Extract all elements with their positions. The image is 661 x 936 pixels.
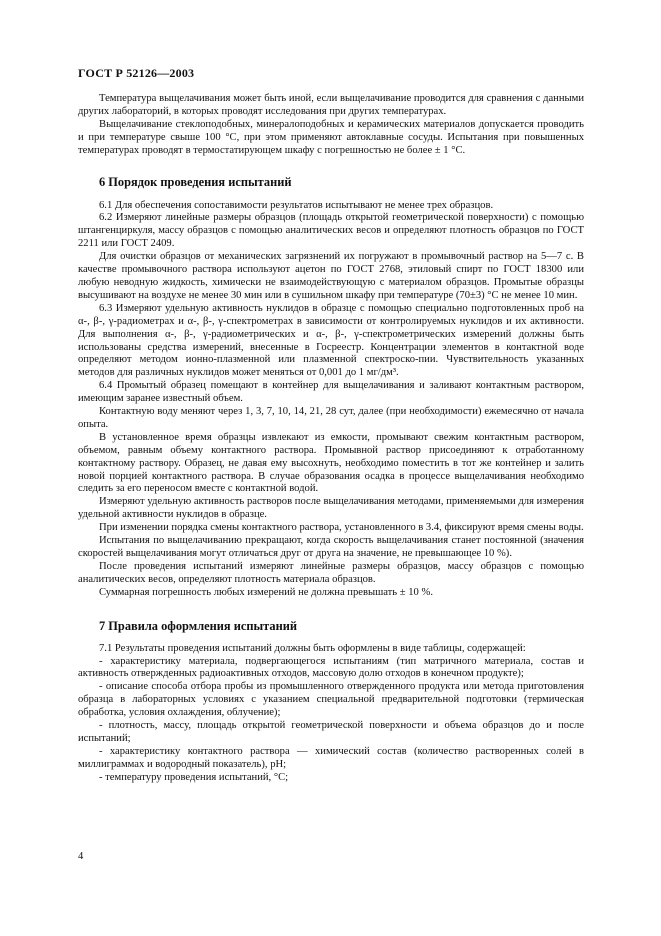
paragraph: Выщелачивание стеклоподобных, минералоподобных и керамических материалов допускается проводить и при температуре свыше 100 °С, при этом применяют автоклавные сосуды. Испытания при повышенных температурах проводят в термостатирующем шкафу с погрешностью не более ± 1 °С. <box>78 118 584 156</box>
document-body <box>78 93 584 785</box>
paragraph: Температура выщелачивания может быть иной, если выщелачивание проводится для сравнения с данными других лабораторий, в которых проводят исследования при других температурах. <box>78 93 584 117</box>
list-item: - температуру проведения испытаний, °С; <box>99 771 289 783</box>
list-item: - описание способа отбора пробы из промышленного отвержденного продукта или метода приготовления образца в лабораторных условиях с указанием специальной предварительной подготовки (термическая обработка, условия охлаждения, облучение); <box>78 681 584 719</box>
page-number: 4 <box>78 851 84 862</box>
section-heading: 7 Правила оформления испытаний <box>99 618 298 633</box>
paragraph: Для очистки образцов от механических загрязнений их погружают в промывочный раствор на 5—7 с. В качестве промывочного раствора используют ацетон по ГОСТ 2768, этиловый спирт по ГОСТ 18300 или любую неводную жидкость, химически не взаимодействующую с материалом образцов. Промытые образцы высушивают на воздухе не менее 30 мин или в сушильном шкафу при температуре (70±3) °С не менее 10 мин. <box>78 251 584 301</box>
paragraph: 6.2 Измеряют линейные размеры образцов (площадь открытой геометрической поверхности) с помощью штангенциркуля, массу образцов с помощью аналитических весов и определяют плотность образцов по ГОСТ 2211 или ГОСТ 2409. <box>78 212 584 250</box>
document-header: ГОСТ Р 52126—2003 <box>78 66 195 80</box>
paragraph: Контактную воду меняют через 1, 3, 7, 10, 14, 21, 28 сут, далее (при необходимости) ежемесячно от начала опыта. <box>78 406 584 430</box>
paragraph: 7.1 Результаты проведения испытаний должны быть оформлены в виде таблицы, содержащей: <box>99 642 526 654</box>
list-item: - характеристику материала, подвергающегося испытаниям (тип матричного материала, состав и активность отвержденных радиоактивных отходов, массовую долю отходов в конечном продукте); <box>78 655 584 680</box>
paragraph: При изменении порядка смены контактного раствора, установленного в 3.4, фиксируют время смены воды. <box>99 522 584 534</box>
paragraph: Измеряют удельную активность растворов после выщелачивания методами, применяемыми для измерения удельной активности нуклидов в образце. <box>78 496 584 521</box>
paragraph: 6.4 Промытый образец помещают в контейнер для выщелачивания и заливают контактным раствором, имеющим заранее известный объем. <box>78 380 584 405</box>
paragraph: Суммарная погрешность любых измерений не должна превышать ± 10 %. <box>99 586 433 598</box>
paragraph: 6.3 Измеряют удельную активность нуклидов в образце с помощью специально подготовленных проб на α-, β-, γ-радиометрах и α-, β-, γ-спектрометрах в зависимости от контролируемых нуклидов и их активности. Для выполнения α-, β-, γ-радиометрических и α-, β-, γ-спектрометрических измерений должны быть использованы средства измерений, внесенные в Госреестр. Концентрации элементов в контактной воде определяют методом ионно-плазменной или плазменной спектроско-пии. Чувствительность указанных методов для различных нуклидов может меняться от 0,001 до 1 мг/дм³. <box>78 302 584 379</box>
section-heading: 6 Порядок проведения испытаний <box>99 174 292 189</box>
list-item: - плотность, массу, площадь открытой геометрической поверхности и объема образцов до и после испытаний; <box>78 720 584 744</box>
paragraph: После проведения испытаний измеряют линейные размеры образцов, массу образцов с помощью аналитических весов, определяют плотность материала образцов. <box>78 560 584 585</box>
list-item: - характеристику контактного раствора — химический состав (количество растворенных солей в миллиграммах и водородный показатель), рН; <box>78 745 584 770</box>
paragraph: Испытания по выщелачиванию прекращают, когда скорость выщелачивания станет постоянной (значения скоростей выщелачивания могут отличаться друг от друга на значение, не превышающее 10 %). <box>78 535 584 559</box>
paragraph: В установленное время образцы извлекают из емкости, промывают свежим контактным раствором, объемом, равным объему контактного раствора. Промывной раствор присоединяют к отработанному контактному раствору. Образец, не давая ему высохнуть, необходимо поместить в тот же контейнер и залить новой порцией контактного раствора. В случае образования осадка в процессе выщелачивания необходимо следить за его переносом вместе с контактной водой. <box>78 431 584 495</box>
paragraph: 6.1 Для обеспечения сопоставимости результатов испытывают не менее трех образцов. <box>99 199 494 211</box>
